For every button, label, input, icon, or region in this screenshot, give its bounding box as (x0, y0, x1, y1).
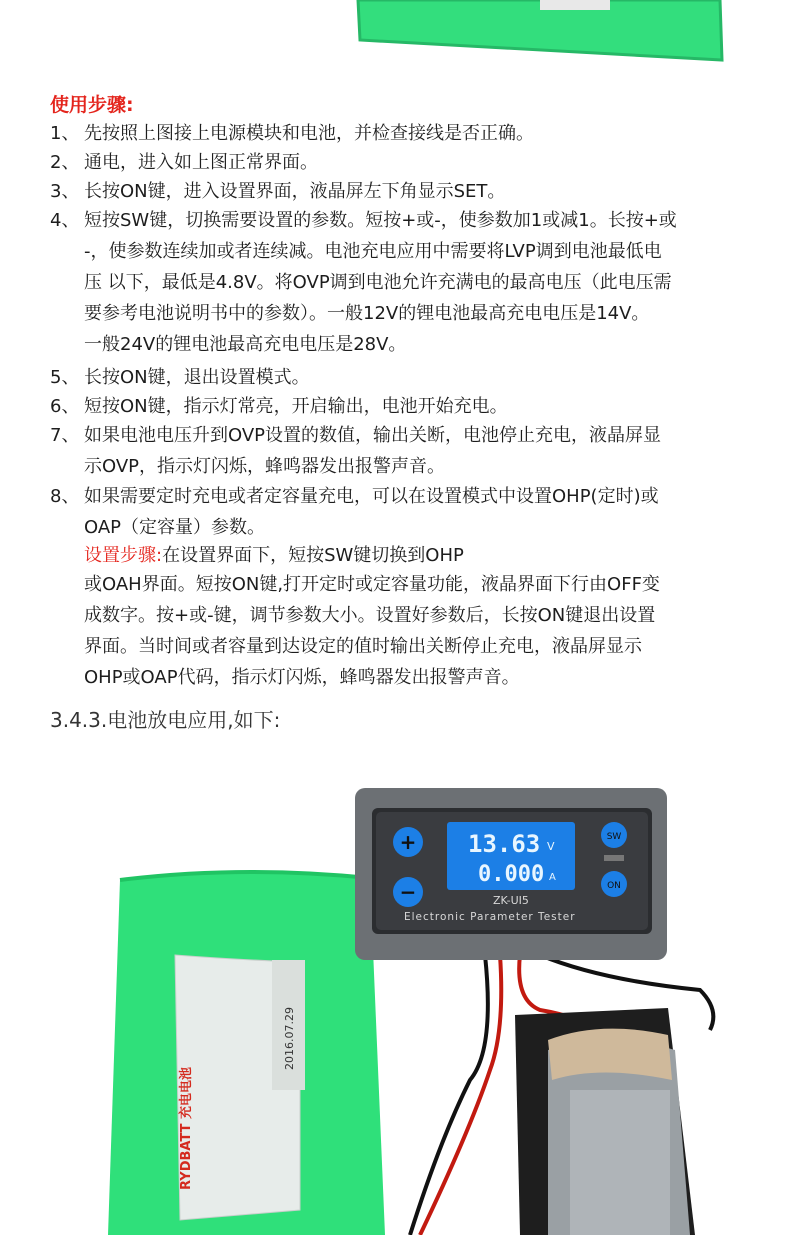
plus-button-label: + (399, 830, 417, 854)
setup-label: 设置步骤: (84, 545, 163, 566)
step-number: 3、 (50, 181, 80, 202)
setup-line-text: OHP或OAP代码，指示灯闪烁，蜂鸣器发出报警声音。 (84, 667, 520, 688)
step-number: 6、 (50, 396, 80, 417)
discharge-photo (0, 750, 790, 1235)
step-text-line: 通电，进入如上图正常界面。 (84, 152, 318, 173)
step-text-line: 长按ON键，进入设置界面，液晶屏左下角显示SET。 (84, 181, 506, 202)
voltage-unit: V (547, 840, 555, 853)
usage-steps-heading: 使用步骤: (50, 94, 134, 116)
setup-first-line: 在设置界面下，短按SW键切换到OHP (162, 545, 464, 566)
step-text-line: 短按ON键，指示灯常亮，开启输出，电池开始充电。 (84, 396, 508, 417)
step-text-line: 如果需要定时充电或者定容量充电，可以在设置模式中设置OHP(定时)或 (84, 486, 659, 507)
setup-line-text: 界面。当时间或者容量到达设定的值时输出关断停止充电，液晶屏显示 (84, 636, 642, 657)
sw-button-label: SW (606, 832, 622, 842)
voltage-readout: 13.63 (468, 830, 541, 858)
step-text-line: 示OVP，指示灯闪烁，蜂鸣器发出报警声音。 (84, 456, 446, 477)
top-battery-photo (0, 0, 790, 80)
step-number: 2、 (50, 152, 80, 173)
device-brand-label: Electronic Parameter Tester (404, 911, 576, 923)
minus-button-label: − (399, 880, 417, 904)
step-number: 4、 (50, 210, 80, 231)
on-button-label: ON (607, 881, 621, 891)
step-text-line: 先按照上图接上电源模块和电池，并检查接线是否正确。 (84, 123, 534, 144)
section-title: 3.4.3.电池放电应用,如下: (50, 708, 281, 732)
motor-box (515, 1008, 695, 1235)
step-text-line: 压 以下，最低是4.8V。将OVP调到电池允许充满电的最高电压（此电压需 (84, 272, 672, 293)
setup-line-text: 成数字。按+或-键，调节参数大小。设置好参数后，长按ON键退出设置 (84, 605, 656, 626)
step-text-line: 要参考电池说明书中的参数）。一般12V的锂电池最高充电电压是14V。 (84, 303, 650, 324)
step-text-line: 短按SW键，切换需要设置的参数。短按+或-，使参数加1或减1。长按+或 (84, 210, 677, 231)
step-number: 8、 (50, 486, 80, 507)
battery-date: 2016.07.29 (283, 1007, 296, 1070)
power-module (355, 788, 667, 960)
step-text-line: 如果电池电压升到OVP设置的数值，输出关断，电池停止充电，液晶屏显 (84, 425, 662, 446)
battery-brand: RYDBATT 充电电池 (179, 1066, 194, 1190)
battery-pack (108, 872, 385, 1235)
setup-line-text: 或OAH界面。短按ON键,打开定时或定容量功能，液晶界面下行由OFF变 (84, 574, 660, 595)
device-model: ZK-UI5 (493, 894, 529, 907)
step-number: 5、 (50, 367, 80, 388)
current-unit: A (549, 872, 556, 883)
step-text-line: 一般24V的锂电池最高充电电压是28V。 (84, 334, 407, 355)
current-readout: 0.000 (478, 862, 545, 887)
step-text-line: -，使参数连续加或者连续减。电池充电应用中需要将LVP调到电池最低电 (84, 241, 662, 262)
step-number: 7、 (50, 425, 80, 446)
step-text-line: OAP（定容量）参数。 (84, 517, 266, 538)
step-text-line: 长按ON键，退出设置模式。 (84, 367, 310, 388)
step-number: 1、 (50, 123, 80, 144)
